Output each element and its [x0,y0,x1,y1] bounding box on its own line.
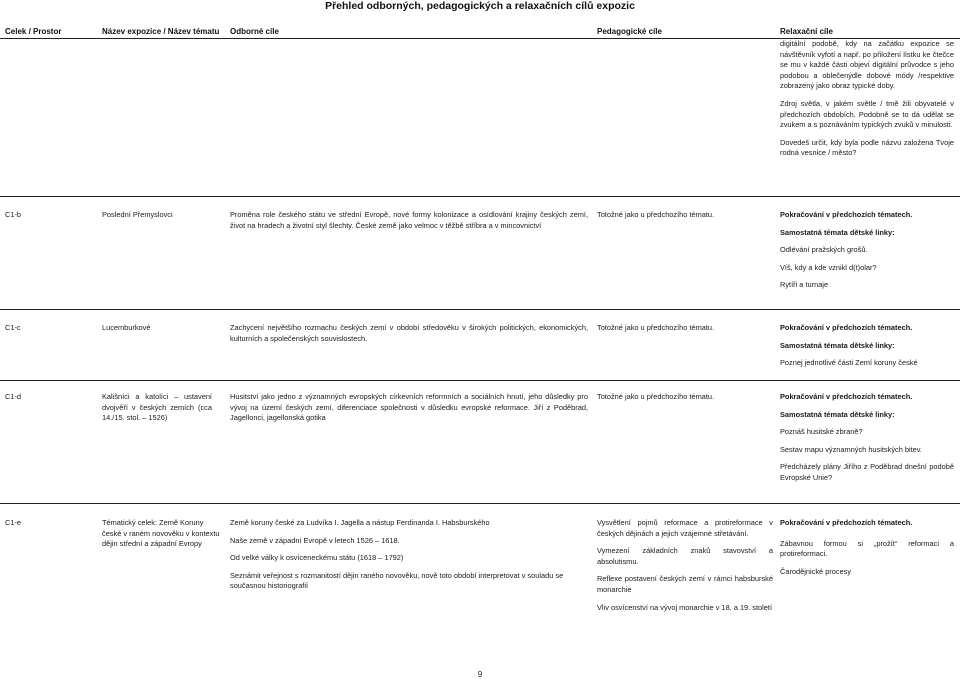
column-header-pedagogicke: Pedagogické cíle [597,27,662,36]
relax-continued [780,39,954,159]
row-id: C1-b [5,210,22,219]
page-number: 9 [477,670,483,679]
relax-heading: Pokračování v předchozích tématech. [780,323,913,332]
relax-heading: Pokračování v předchozích tématech. [780,210,913,219]
row-odborne: Zachycení největšího rozmachu českých zemí v období středověku v širokých politických, ekonomických, kulturních a společenských souvislostech. [230,323,588,343]
relax-continued-p3: Dovedeš určit, kdy byla podle názvu založena Tvoje rodná vesnice / město? [780,137,954,158]
table-header [0,25,960,39]
odborne-item: Naše země v západní Evropě v letech 1526 – 1618. [230,535,400,545]
relax-subheading: Samostatná témata dětské linky: [780,409,895,419]
column-header-nazev: Název expozice / Název tématu [102,27,220,36]
row-odborne: Proměna role českého státu ve střední Evropě, nové formy kolonizace a osídlování krajiny českých zemí, život na hradech a životní styl šlechty. České země jako velmoc v těžbě stříbra a v mincovnictví [230,210,588,230]
relax-subheading: Samostatná témata dětské linky: [780,340,895,350]
row-pedagogicke: Totožné jako u předchozího tématu. [597,323,715,332]
row-pedagogicke: Totožné jako u předchozího tématu. [597,392,715,401]
row-relax [780,323,954,369]
relax-item: Zábavnou formou si „prožít“ reformaci a protireformaci. [780,538,954,559]
column-header-celek: Celek / Prostor [5,27,62,36]
row-relax [780,392,954,484]
row-name: Lucemburkové [102,323,151,332]
relax-continued-p2: Zdroj světla, v jakém světle / tmě žili obyvatelé v předchozích obdobích. Podobně se to dá udělat se zvukem a s poznáváním typických zvuků v minulosti. [780,98,954,130]
relax-item: Poznej jednotlivé části Zemí koruny české [780,358,918,368]
row-divider [0,196,960,197]
row-divider [0,309,960,310]
row-relax [780,518,954,577]
relax-item: Čarodějnické procesy [780,566,852,576]
row-name: Tématický celek: Země Koruny české v raném novověku v kontextu dějin střední a západní Evropy [102,518,220,549]
pedagogicke-item: Vliv osvícenství na vývoj monarchie v 18. a 19. století [597,602,772,612]
pedagogicke-item: Vysvětlení pojmů reformace a protireformace v českých dějinách a jejich vzájemné střetávání. [597,518,773,538]
pedagogicke-item: Vymezení základních znaků stavovství a absolutismu. [597,546,773,566]
relax-item: Odlévání pražských grošů. [780,245,868,255]
row-id: C1-d [5,392,22,401]
relax-heading: Pokračování v předchozích tématech. [780,392,913,401]
odborne-item: Od velké války k osvíceneckému státu (1618 – 1792) [230,553,404,563]
relax-item: Sestav mapu významných husitských bitev. [780,444,922,454]
row-divider [0,503,960,504]
row-name: Poslední Přemyslovci [102,210,173,219]
row-odborne [230,518,588,592]
pedagogicke-item: Reflexe postavení českých zemí v rámci habsburské monarchie [597,574,773,594]
odborne-item: Země koruny české za Ludvíka I. Jagella a nástup Ferdinanda I. Habsburského [230,518,490,527]
relax-item: Poznáš husitské zbraně? [780,427,863,437]
row-id: C1-c [5,323,21,332]
relax-subheading: Samostatná témata dětské linky: [780,227,895,237]
relax-item: Rytíři a turnaje [780,280,829,290]
relax-item: Předcházely plány Jiřího z Poděbrad dnešní podobě Evropské Unie? [780,462,954,482]
odborne-item: Seznámit veřejnost s rozmanitostí dějin raného novověku, nově toto období interpretovat v souladu se současnou historiografií [230,570,564,591]
relax-item: Víš, kdy a kde vznikl d(t)olar? [780,262,877,272]
column-header-relaxacni: Relaxační cíle [780,27,833,36]
row-relax [780,210,954,291]
row-id: C1-e [5,518,22,527]
relax-heading: Pokračování v předchozích tématech. [780,518,913,527]
row-divider [0,380,960,381]
page-title: Přehled odborných, pedagogických a relaxačních cílů expozic [325,0,635,12]
column-header-odborne: Odborné cíle [230,27,279,36]
relax-continued-p1: digitální podobě, kdy na začátku expozice se návštěvník vyfotí a např. po přiložení lístku ke čtečce se mu v každé části objeví digitální průvodce s jeho podobou a oblečenýdle dobové módy /respektive zobrazený jako obraz typické doby. [780,39,954,91]
row-pedagogicke [597,518,773,613]
row-name: Kališníci a katolíci – ustavení dvojvěří v českých zemích (cca 14./15. stol. – 1526) [102,392,212,423]
row-pedagogicke: Totožné jako u předchozího tématu. [597,210,715,219]
row-odborne: Husitství jako jedno z významných evropských církevních reformních a sociálních hnutí, jeho důsledky pro vývoj na území českých zemí, diferenciace společnosti v důsledku evropské reformace. Jiří z Poděbrad, Jagellonci, jagellonská gotika [230,392,588,423]
